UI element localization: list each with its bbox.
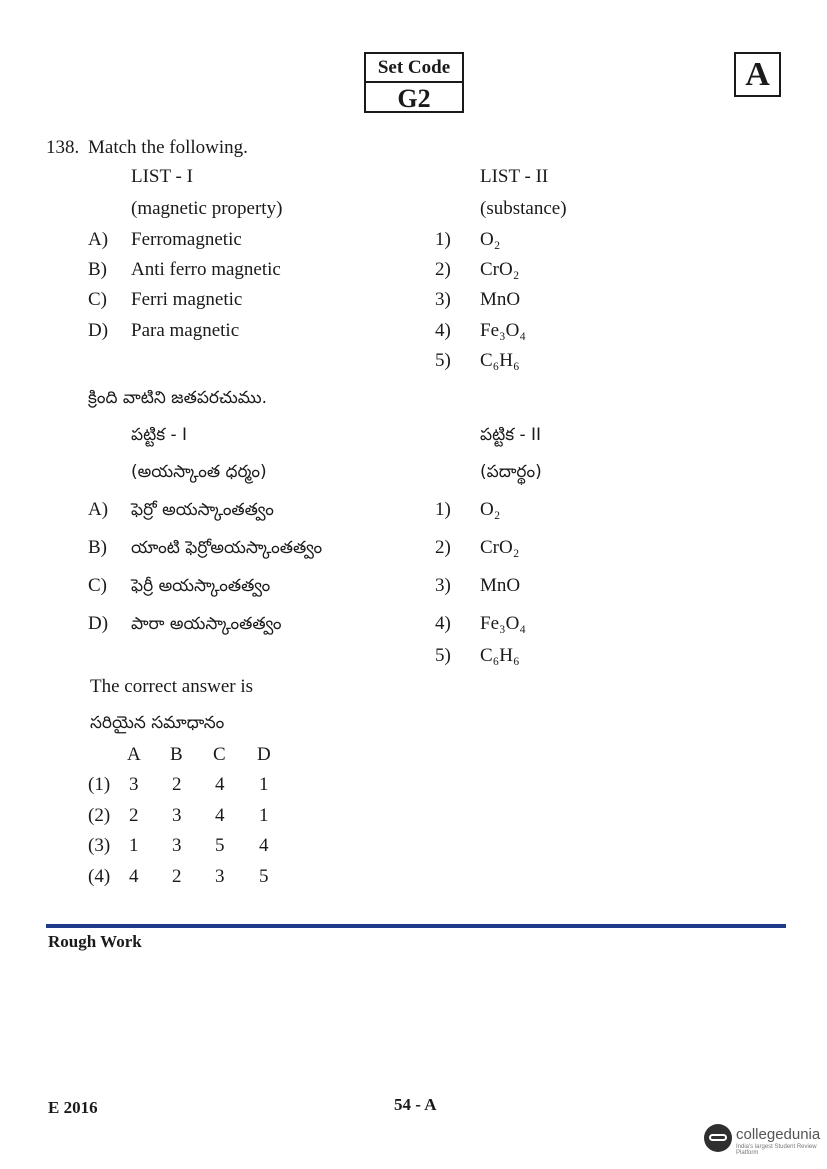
answer-prompt-te: సరియైన సమాధానం [90, 713, 225, 733]
paper-version-box: A [734, 52, 781, 97]
list1-title-te: పట్టిక - I [131, 425, 188, 445]
list2-title-te: పట్టిక - II [480, 425, 542, 445]
options-header-d: D [257, 744, 271, 765]
list2-te-item-1: O₂ [480, 499, 501, 520]
list2-te-key-3: 3) [435, 575, 451, 596]
list1-te-key-a: A) [88, 499, 109, 520]
list1-te-key-c: C) [88, 575, 107, 596]
list2-te-key-5: 5) [435, 645, 451, 666]
list2-en-item-4: Fe₃O₄ [480, 320, 526, 341]
list1-subtitle-te: (అయస్కాంత ధర్మం) [131, 462, 267, 482]
list1-en-item-c: Ferri magnetic [131, 289, 243, 310]
footer-page-number: 54 - A [394, 1095, 437, 1114]
option-1-c: 4 [215, 774, 225, 795]
list2-subtitle-te: (పదార్థం) [480, 462, 542, 482]
option-4-d: 5 [259, 866, 269, 887]
list2-en-key-3: 3) [435, 289, 451, 310]
list2-title-en: LIST - II [480, 166, 549, 187]
option-key-3[interactable]: (3) [88, 835, 111, 856]
options-header-b: B [170, 744, 183, 765]
list1-te-key-d: D) [88, 613, 109, 634]
answer-prompt-en: The correct answer is [90, 676, 254, 697]
list1-en-key-b: B) [88, 259, 107, 280]
option-3-b: 3 [172, 835, 182, 856]
list2-en-key-5: 5) [435, 350, 451, 371]
list1-en-key-d: D) [88, 320, 109, 341]
option-4-b: 2 [172, 866, 182, 887]
option-key-2[interactable]: (2) [88, 805, 111, 826]
option-key-1[interactable]: (1) [88, 774, 111, 795]
watermark-tagline: India's largest Student Review Platform [736, 1144, 817, 1156]
list1-te-item-d: పారా అయస్కాంతత్వం [131, 614, 282, 634]
option-1-b: 2 [172, 774, 182, 795]
option-4-a: 4 [129, 866, 139, 887]
list1-en-key-c: C) [88, 289, 107, 310]
list1-en-item-b: Anti ferro magnetic [131, 259, 281, 280]
option-2-b: 3 [172, 805, 182, 826]
option-1-d: 1 [259, 774, 269, 795]
watermark-name: collegedunia [736, 1126, 821, 1143]
option-2-d: 1 [259, 805, 269, 826]
option-2-c: 4 [215, 805, 225, 826]
list2-subtitle-en: (substance) [480, 198, 567, 219]
options-header-c: C [213, 744, 226, 765]
option-2-a: 2 [129, 805, 139, 826]
list2-te-item-4: Fe₃O₄ [480, 613, 526, 634]
option-key-4[interactable]: (4) [88, 866, 111, 887]
option-3-c: 5 [215, 835, 225, 856]
list2-te-item-3: MnO [480, 575, 521, 596]
list2-en-item-5: C₆H₆ [480, 350, 520, 371]
rough-work-divider [46, 924, 786, 928]
list2-en-key-1: 1) [435, 229, 451, 250]
list1-te-item-c: ఫెర్రీ అయస్కాంతత్వం [131, 576, 271, 596]
option-4-c: 3 [215, 866, 225, 887]
option-3-d: 4 [259, 835, 269, 856]
set-code-box [364, 52, 464, 113]
collegedunia-watermark [704, 1124, 822, 1160]
list1-te-item-b: యాంటి ఫెర్రోఅయస్కాంతత్వం [131, 538, 323, 558]
option-3-a: 1 [129, 835, 139, 856]
question-stem-en: Match the following. [88, 137, 248, 158]
question-stem-te: క్రింది వాటిని జతపరచుము. [88, 388, 268, 408]
list2-te-item-2: CrO₂ [480, 537, 520, 558]
list1-en-item-d: Para magnetic [131, 320, 240, 341]
collegedunia-logo-icon [704, 1124, 732, 1152]
list2-en-item-1: O₂ [480, 229, 501, 250]
set-code-value: G2 [397, 84, 431, 113]
set-code-label: Set Code [366, 54, 462, 83]
list2-te-key-2: 2) [435, 537, 451, 558]
question-number: 138. [46, 137, 80, 158]
options-header-a: A [127, 744, 141, 765]
list1-te-key-b: B) [88, 537, 107, 558]
list2-en-item-2: CrO₂ [480, 259, 520, 280]
list2-te-key-1: 1) [435, 499, 451, 520]
rough-work-label: Rough Work [48, 932, 142, 951]
list1-title-en: LIST - I [131, 166, 193, 187]
footer-exam-code: E 2016 [48, 1098, 98, 1117]
list2-en-item-3: MnO [480, 289, 521, 310]
list1-te-item-a: ఫెర్రో అయస్కాంతత్వం [131, 500, 274, 520]
option-1-a: 3 [129, 774, 139, 795]
list1-en-key-a: A) [88, 229, 109, 250]
list2-te-item-5: C₆H₆ [480, 645, 520, 666]
list2-en-key-4: 4) [435, 320, 451, 341]
list2-te-key-4: 4) [435, 613, 451, 634]
list2-en-key-2: 2) [435, 259, 451, 280]
list1-subtitle-en: (magnetic property) [131, 198, 283, 219]
list1-en-item-a: Ferromagnetic [131, 229, 242, 250]
